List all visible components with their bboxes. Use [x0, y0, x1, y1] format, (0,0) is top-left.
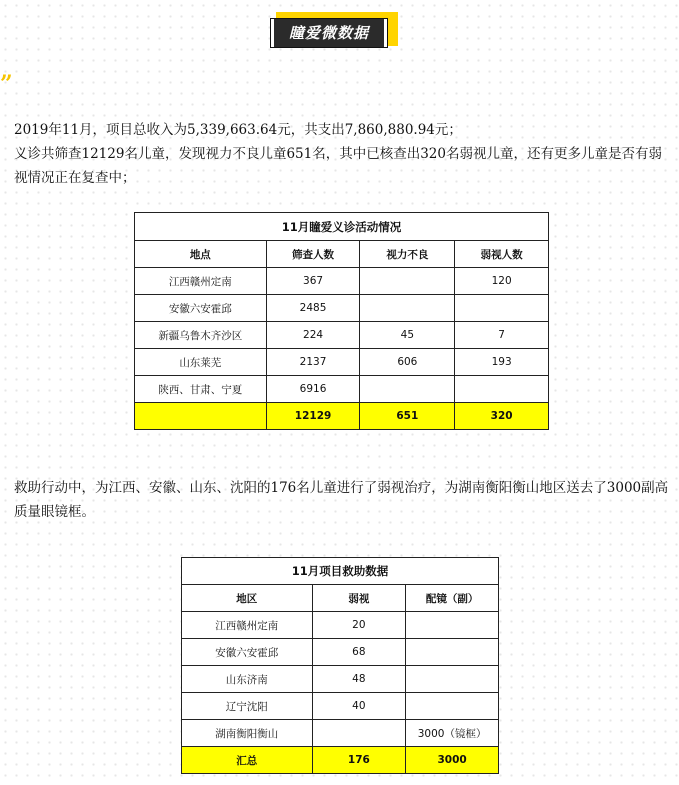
table-cell [406, 639, 499, 666]
header-badge [270, 12, 398, 48]
table-row [182, 720, 499, 747]
rescue-table [181, 557, 499, 774]
table-title: 11月瞳爱义诊活动情况 [135, 213, 549, 241]
table-cell: 3000（镜框） [406, 720, 499, 747]
table-cell: 2137 [266, 349, 360, 376]
table-cell [360, 268, 455, 295]
column-header-region: 地区 [182, 585, 313, 612]
table-row [135, 376, 549, 403]
table-cell: 2485 [266, 295, 360, 322]
total-cell-amblyopia: 320 [455, 403, 549, 430]
table-cell [406, 693, 499, 720]
table-cell [406, 666, 499, 693]
table-row [135, 295, 549, 322]
column-header-poor-vision: 视力不良 [360, 241, 455, 268]
intro-paragraph [14, 118, 674, 190]
table-row [182, 666, 499, 693]
table-cell: 6916 [266, 376, 360, 403]
table-cell: 48 [312, 666, 406, 693]
table-total-row [182, 747, 499, 774]
total-cell-label: 汇总 [182, 747, 313, 774]
total-cell-poor-vision: 651 [360, 403, 455, 430]
table-title-row [135, 213, 549, 241]
table-cell: 20 [312, 612, 406, 639]
table-cell: 安徽六安霍邱 [182, 639, 313, 666]
table-cell: 7 [455, 322, 549, 349]
table-title: 11月项目救助数据 [182, 558, 499, 585]
table-cell [312, 720, 406, 747]
table-cell: 224 [266, 322, 360, 349]
table-row [135, 322, 549, 349]
table-cell: 40 [312, 693, 406, 720]
table-cell: 山东莱芜 [135, 349, 267, 376]
table-cell: 193 [455, 349, 549, 376]
quote-mark-icon: ” [0, 71, 13, 97]
table-row [182, 612, 499, 639]
table-cell: 辽宁沈阳 [182, 693, 313, 720]
rescue-text: 救助行动中，为江西、安徽、山东、沈阳的176名儿童进行了弱视治疗，为湖南衡阳衡山地区送去了3000副高质量眼镜框。 [14, 480, 669, 520]
total-cell-label [135, 403, 267, 430]
rescue-paragraph [14, 476, 674, 524]
table-row [182, 693, 499, 720]
intro-line-income: 2019年11月，项目总收入为5,339,663.64元，共支出7,860,880.94元； [14, 122, 462, 138]
intro-line-screening: 义诊共筛查12129名儿童，发现视力不良儿童651名，其中已核查出320名弱视儿童，还有更多儿童是否有弱视情况正在复查中； [14, 146, 662, 186]
total-cell-amblyopia: 176 [312, 747, 406, 774]
table-cell: 湖南衡阳衡山 [182, 720, 313, 747]
total-cell-glasses: 3000 [406, 747, 499, 774]
table-cell [455, 295, 549, 322]
column-header-screened: 筛查人数 [266, 241, 360, 268]
table-row [135, 349, 549, 376]
table-cell: 新疆乌鲁木齐沙区 [135, 322, 267, 349]
table-row [182, 639, 499, 666]
table-cell: 江西赣州定南 [182, 612, 313, 639]
table-cell [360, 376, 455, 403]
table-header-row [182, 585, 499, 612]
table-cell [455, 376, 549, 403]
table-cell: 367 [266, 268, 360, 295]
table-cell [360, 295, 455, 322]
column-header-amblyopia: 弱视 [312, 585, 406, 612]
total-cell-screened: 12129 [266, 403, 360, 430]
table-cell: 120 [455, 268, 549, 295]
table-title-row [182, 558, 499, 585]
column-header-amblyopia: 弱视人数 [455, 241, 549, 268]
table-cell: 68 [312, 639, 406, 666]
table-cell: 606 [360, 349, 455, 376]
screening-table [134, 212, 549, 430]
table-total-row [135, 403, 549, 430]
table-cell [406, 612, 499, 639]
table-cell: 江西赣州定南 [135, 268, 267, 295]
table-cell: 安徽六安霍邱 [135, 295, 267, 322]
table-row [135, 268, 549, 295]
table-cell: 山东济南 [182, 666, 313, 693]
table-cell: 陕西、甘肃、宁夏 [135, 376, 267, 403]
column-header-glasses: 配镜（副） [406, 585, 499, 612]
table-header-row [135, 241, 549, 268]
badge-title: 瞳爱微数据 [274, 19, 384, 47]
table-cell: 45 [360, 322, 455, 349]
column-header-location: 地点 [135, 241, 267, 268]
